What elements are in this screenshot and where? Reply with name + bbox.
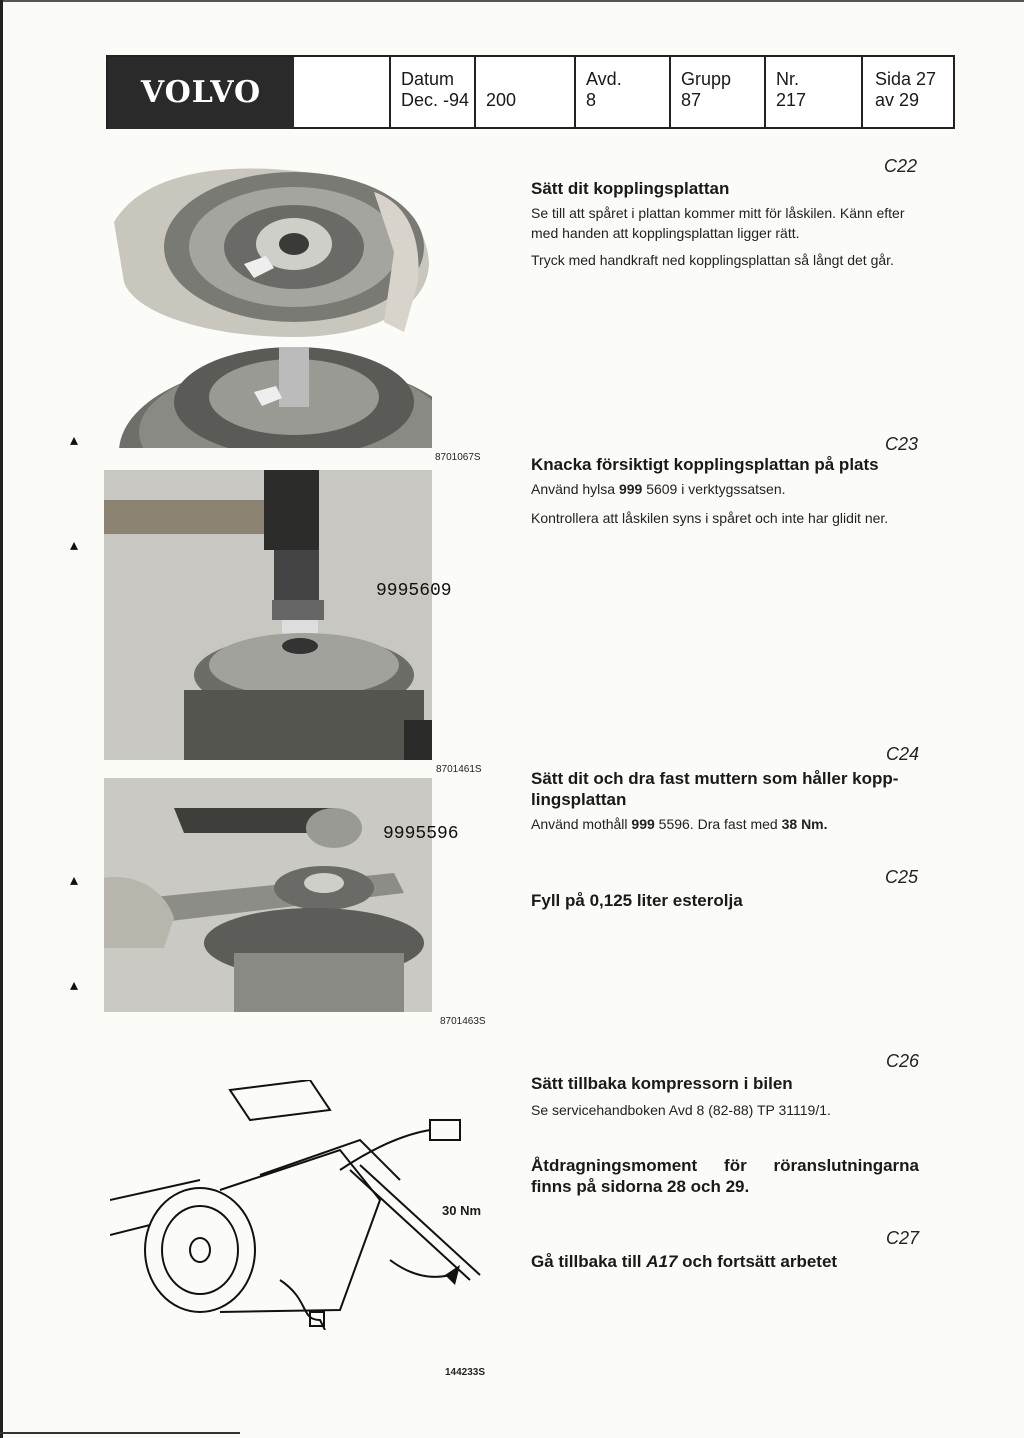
photo-coupling-plate — [104, 152, 432, 448]
header-cell-avd — [574, 57, 670, 129]
binder-hole-mark: ▴ — [70, 432, 79, 449]
step-code: C25 — [885, 867, 919, 887]
step-code: C22 — [884, 156, 918, 176]
binder-hole-mark: ▴ — [70, 537, 79, 554]
header-cell-grupp — [669, 57, 770, 129]
figure-number: 144233S — [445, 1367, 486, 1378]
binder-hole-mark: ▴ — [70, 977, 79, 994]
nr-value: 217 — [776, 90, 807, 110]
step-paragraph: Använd mothåll 999 5596. Dra fast med 38 Nm. — [531, 816, 828, 832]
step-paragraph: Se servicehandboken Avd 8 (82-88) TP 31119/1. — [531, 1102, 831, 1118]
figure-number: 8701461S — [436, 764, 482, 775]
drawing-compressor-installation — [110, 1080, 490, 1330]
step-code: C23 — [885, 434, 919, 454]
page-bottom-edge — [0, 1432, 240, 1434]
step-note: Åtdragningsmoment för röranslutningarna finns på sidorna 28 och 29. — [531, 1156, 919, 1196]
document-header — [106, 55, 955, 129]
step-code: C24 — [886, 744, 920, 764]
step-paragraph: Använd hylsa 999 5609 i verktygssatsen. — [531, 481, 786, 497]
tool-number-label: 9995596 — [383, 824, 459, 844]
step-heading: Sätt tillbaka kompressorn i bilen — [531, 1074, 793, 1093]
step-heading: Sätt dit kopplingsplattan — [531, 179, 730, 198]
model-value: 200 — [486, 90, 517, 110]
header-cell-model — [474, 57, 574, 129]
sida-value: av 29 — [875, 90, 920, 110]
avd-value: 8 — [586, 90, 597, 110]
step-paragraph: Se till att spåret i plattan kommer mitt för låskilen. Känn efter med handen att kopplingsplattan ligger rätt. — [531, 205, 905, 241]
step-reference[interactable]: A17 — [646, 1252, 678, 1271]
grupp-label: Grupp — [681, 69, 732, 89]
step-heading: Knacka försiktigt kopplingsplattan på plats — [531, 455, 879, 474]
header-cell-sida — [861, 57, 955, 129]
tool-number-label: 9995609 — [376, 581, 452, 601]
page-left-edge — [0, 0, 3, 1438]
step-heading: Sätt dit och dra fast muttern som håller kopp-lingsplattan — [531, 769, 899, 809]
header-cell-nr — [764, 57, 862, 129]
figure-number: 8701067S — [435, 452, 481, 463]
datum-label: Datum — [401, 69, 455, 89]
binder-hole-mark: ▴ — [70, 872, 79, 889]
datum-value: Dec. -94 — [401, 90, 470, 110]
brand-name: VOLVO — [140, 75, 262, 110]
volvo-logo — [108, 57, 294, 129]
page-top-edge — [0, 0, 1024, 2]
step-paragraph: Tryck med handkraft ned kopplingsplattan så långt det går. — [531, 252, 894, 268]
sida-label: Sida 27 — [875, 69, 937, 89]
step-paragraph: Kontrollera att låskilen syns i spåret och inte har glidit ner. — [531, 510, 889, 526]
step-code: C26 — [886, 1051, 920, 1071]
step-code: C27 — [886, 1228, 920, 1248]
photo-wrench-counterhold — [104, 778, 432, 1012]
grupp-value: 87 — [681, 90, 702, 110]
step-heading: Fyll på 0,125 liter esterolja — [531, 891, 743, 910]
photo-hammer-sleeve — [104, 470, 432, 760]
torque-label: 30 Nm — [442, 1203, 482, 1218]
avd-label: Avd. — [586, 69, 622, 89]
figure-number: 8701463S — [440, 1016, 486, 1027]
nr-label: Nr. — [776, 69, 800, 89]
step-heading: Gå tillbaka till A17 och fortsätt arbetet — [531, 1252, 838, 1271]
